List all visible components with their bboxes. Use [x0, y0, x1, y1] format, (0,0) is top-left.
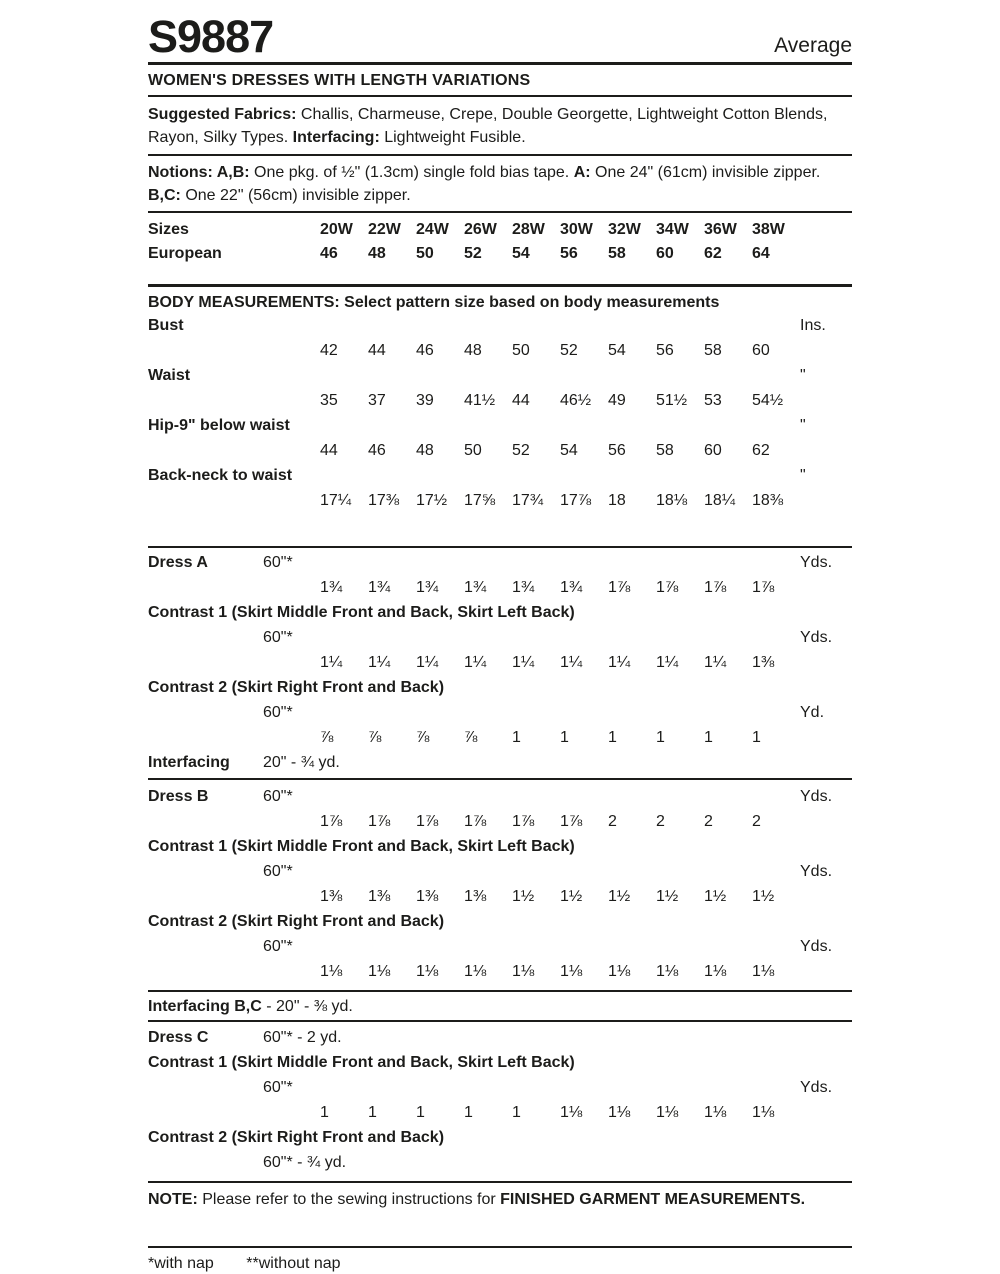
- value-cell: 1⅞: [608, 579, 631, 596]
- value-cell: 1⅜: [464, 888, 487, 905]
- value-cell: 1: [368, 1104, 377, 1121]
- divider: [148, 154, 852, 156]
- value-cell: 1⅞: [464, 813, 487, 830]
- value-cell: 1¼: [368, 654, 391, 671]
- sizes-table: [148, 218, 852, 266]
- notions-text-2: One 24" (61cm) invisible zipper.: [590, 164, 821, 181]
- value-cell: 39: [416, 392, 434, 409]
- value-cell: 2: [608, 813, 617, 830]
- row-label: Back-neck to waist: [148, 467, 293, 484]
- value-cell: 51½: [656, 392, 688, 409]
- value-cell: 1½: [704, 888, 727, 905]
- interfacing-label: Interfacing:: [292, 129, 380, 146]
- body-measurements-heading: BODY MEASUREMENTS: Select pattern size based on body measurements: [148, 294, 720, 311]
- unit-label: Yds.: [800, 1079, 833, 1096]
- value-cell: 17¾: [512, 492, 544, 509]
- value-cell: 1⅛: [608, 963, 631, 980]
- row-label: Dress A: [148, 554, 208, 571]
- fabrics-text: Challis, Charmeuse, Crepe, Double Georgette, Lightweight Cotton Blends, Rayon, Silky Types.: [148, 106, 828, 146]
- yardage-row: [148, 550, 852, 600]
- fabric-width: 60"*: [263, 554, 293, 571]
- value-cell: 32W: [608, 221, 641, 238]
- yardage-row: [148, 934, 852, 984]
- fabrics-label: Suggested Fabrics:: [148, 106, 297, 123]
- value-cell: 1⅞: [752, 579, 775, 596]
- value-cell: 1⅛: [704, 963, 727, 980]
- yardage-row: [148, 1075, 852, 1125]
- yardage-row: [148, 700, 852, 750]
- contrast-heading: Contrast 2 (Skirt Right Front and Back): [148, 679, 445, 696]
- notions-view-bc-label: B,C:: [148, 187, 181, 204]
- difficulty-rating: Average: [774, 34, 852, 57]
- notions-text-3: One 22" (56cm) invisible zipper.: [180, 187, 411, 204]
- value-cell: 1¼: [512, 654, 535, 671]
- value-cell: 1¾: [464, 579, 487, 596]
- value-cell: 56: [656, 342, 674, 359]
- value-cell: 2: [752, 813, 761, 830]
- dress-a-yardage: [148, 550, 852, 775]
- unit-label: Yd.: [800, 704, 825, 721]
- divider: [148, 778, 852, 780]
- divider: [148, 211, 852, 213]
- value-cell: 1½: [752, 888, 775, 905]
- value-cell: 1⅛: [704, 1104, 727, 1121]
- value-cell: 1: [560, 729, 569, 746]
- value-cell: 1¾: [320, 579, 343, 596]
- value-cell: 58: [656, 442, 674, 459]
- sizes-label: Sizes: [148, 221, 189, 238]
- value-cell: 1⅜: [320, 888, 343, 905]
- value-cell: 1¼: [560, 654, 583, 671]
- unit-label: ": [800, 367, 806, 384]
- notions-paragraph: [148, 161, 852, 207]
- fabric-width: 60"*: [263, 704, 293, 721]
- value-cell: 1⅛: [560, 963, 583, 980]
- value-cell: 2: [656, 813, 665, 830]
- value-cell: 1¾: [368, 579, 391, 596]
- value-cell: 1¾: [416, 579, 439, 596]
- unit-label: Ins.: [800, 317, 826, 334]
- fabric-width: 60"*: [263, 938, 293, 955]
- measurement-row-back-neck: [148, 463, 852, 513]
- pattern-number: S9887: [148, 11, 274, 62]
- value-cell: ⅞: [464, 729, 478, 746]
- yardage-row: [148, 1150, 852, 1175]
- value-cell: 52: [560, 342, 578, 359]
- note-paragraph: [148, 1189, 852, 1210]
- value-cell: 44: [320, 442, 338, 459]
- value-cell: 1½: [512, 888, 535, 905]
- value-cell: 54: [560, 442, 578, 459]
- value-cell: 48: [416, 442, 434, 459]
- unit-label: Yds.: [800, 788, 833, 805]
- unit-label: Yds.: [800, 554, 833, 571]
- note-text: Please refer to the sewing instructions for: [197, 1191, 501, 1208]
- value-cell: 56: [608, 442, 626, 459]
- value-cell: 28W: [512, 221, 545, 238]
- value-cell: 1½: [608, 888, 631, 905]
- row-label: Dress B: [148, 788, 209, 805]
- divider: [148, 95, 852, 97]
- value-cell: 53: [704, 392, 722, 409]
- unit-label: Yds.: [800, 938, 833, 955]
- value-cell: 1⅛: [656, 963, 679, 980]
- value-cell: 52: [464, 245, 482, 262]
- value-cell: 20W: [320, 221, 353, 238]
- unit-label: ": [800, 417, 806, 434]
- value-cell: 58: [608, 245, 626, 262]
- dress-c-yardage: [148, 1025, 852, 1175]
- value-cell: 1⅞: [320, 813, 343, 830]
- value-cell: 1½: [560, 888, 583, 905]
- value-cell: 42: [320, 342, 338, 359]
- value-cell: 1⅞: [560, 813, 583, 830]
- unit-label: Yds.: [800, 629, 833, 646]
- value-cell: 1⅛: [320, 963, 343, 980]
- value-cell: 62: [752, 442, 770, 459]
- value-cell: 17⅜: [368, 492, 400, 509]
- value-cell: 37: [368, 392, 386, 409]
- value-cell: 22W: [368, 221, 401, 238]
- value-cell: ⅞: [416, 729, 430, 746]
- value-cell: 30W: [560, 221, 593, 238]
- value-cell: 41½: [464, 392, 496, 409]
- value-cell: 1: [512, 729, 521, 746]
- value-cell: 17⅝: [464, 492, 496, 509]
- value-cell: 1⅛: [512, 963, 535, 980]
- value-cell: 1: [752, 729, 761, 746]
- value-cell: 46: [416, 342, 434, 359]
- value-cell: 1: [704, 729, 713, 746]
- value-cell: 50: [512, 342, 530, 359]
- value-cell: 46½: [560, 392, 592, 409]
- value-cell: 46: [368, 442, 386, 459]
- value-cell: 2: [704, 813, 713, 830]
- value-cell: 18⅜: [752, 492, 784, 509]
- divider: [148, 1181, 852, 1183]
- value-cell: 1¼: [656, 654, 679, 671]
- row-label: Interfacing: [148, 754, 230, 771]
- yardage-row: [148, 625, 852, 675]
- notions-text-1: One pkg. of ½" (1.3cm) single fold bias tape.: [249, 164, 574, 181]
- value-cell: 1: [464, 1104, 473, 1121]
- value-cell: 1⅛: [656, 1104, 679, 1121]
- yardage-row: [148, 784, 852, 834]
- pattern-title: WOMEN'S DRESSES WITH LENGTH VARIATIONS: [148, 72, 531, 89]
- value-cell: 1⅞: [656, 579, 679, 596]
- value-cell: 18⅛: [656, 492, 688, 509]
- measurement-row-waist: [148, 363, 852, 413]
- value-cell: 44: [512, 392, 530, 409]
- contrast-heading: Contrast 2 (Skirt Right Front and Back): [148, 1129, 445, 1146]
- value-cell: 48: [464, 342, 482, 359]
- yardage-row: [148, 1025, 852, 1050]
- value-cell: 1: [416, 1104, 425, 1121]
- fabric-width: 60"*: [263, 629, 293, 646]
- value-cell: 64: [752, 245, 770, 262]
- interfacing-bc-row: [148, 994, 852, 1019]
- value-cell: 1⅞: [416, 813, 439, 830]
- value-cell: 36W: [704, 221, 737, 238]
- divider: [148, 990, 852, 992]
- interfacing-yardage: 20" - ¾ yd.: [263, 754, 340, 771]
- value-cell: 48: [368, 245, 386, 262]
- without-nap-note: **without nap: [246, 1255, 341, 1272]
- value-cell: 1⅞: [512, 813, 535, 830]
- value-cell: 1½: [656, 888, 679, 905]
- value-cell: 1: [320, 1104, 329, 1121]
- measurement-row-bust: [148, 313, 852, 363]
- value-cell: 50: [464, 442, 482, 459]
- note-bold-text: FINISHED GARMENT MEASUREMENTS.: [500, 1191, 806, 1208]
- contrast-heading: Contrast 1 (Skirt Middle Front and Back, Skirt Left Back): [148, 838, 575, 855]
- value-cell: 60: [656, 245, 674, 262]
- dress-b-yardage: [148, 784, 852, 984]
- value-cell: 1⅞: [368, 813, 391, 830]
- value-cell: 1⅛: [608, 1104, 631, 1121]
- value-cell: 1¼: [464, 654, 487, 671]
- value-cell: 1⅞: [704, 579, 727, 596]
- value-cell: 46: [320, 245, 338, 262]
- value-cell: 1⅛: [416, 963, 439, 980]
- value-cell: 17⅞: [560, 492, 592, 509]
- contrast-heading: Contrast 1 (Skirt Middle Front and Back, Skirt Left Back): [148, 1054, 575, 1071]
- measurement-row-hip: [148, 413, 852, 463]
- sizes-row: [148, 218, 852, 242]
- divider: [148, 1020, 852, 1022]
- note-label: NOTE:: [148, 1191, 198, 1208]
- value-cell: 1¼: [608, 654, 631, 671]
- notions-view-a-label: A:: [573, 164, 591, 181]
- european-label: European: [148, 245, 222, 262]
- value-cell: 18: [608, 492, 626, 509]
- yardage-row: [148, 859, 852, 909]
- masthead: [148, 11, 852, 62]
- value-cell: 1⅛: [752, 1104, 775, 1121]
- value-cell: 1¼: [320, 654, 343, 671]
- value-cell: 54: [608, 342, 626, 359]
- interfacing-row: [148, 750, 852, 775]
- value-cell: 24W: [416, 221, 449, 238]
- value-cell: ⅞: [368, 729, 382, 746]
- row-label: Bust: [148, 317, 184, 334]
- contrast-heading: Contrast 2 (Skirt Right Front and Back): [148, 913, 445, 930]
- value-cell: ⅞: [320, 729, 334, 746]
- value-cell: 1: [608, 729, 617, 746]
- value-cell: 17½: [416, 492, 448, 509]
- interfacing-text: Lightweight Fusible.: [379, 129, 526, 146]
- value-cell: 52: [512, 442, 530, 459]
- value-cell: 1⅛: [368, 963, 391, 980]
- value-cell: 1⅛: [464, 963, 487, 980]
- value-cell: 1¼: [704, 654, 727, 671]
- yardage-text: 60"* - 2 yd.: [263, 1029, 342, 1046]
- value-cell: 62: [704, 245, 722, 262]
- value-cell: 38W: [752, 221, 785, 238]
- interfacing-yardage: - 20" - ⅜ yd.: [261, 998, 353, 1015]
- value-cell: 1⅛: [560, 1104, 583, 1121]
- value-cell: 26W: [464, 221, 497, 238]
- divider: [148, 546, 852, 548]
- value-cell: 1⅜: [368, 888, 391, 905]
- value-cell: 1: [512, 1104, 521, 1121]
- value-cell: 58: [704, 342, 722, 359]
- row-label: Interfacing B,C: [148, 998, 262, 1015]
- value-cell: 54½: [752, 392, 784, 409]
- value-cell: 18¼: [704, 492, 736, 509]
- row-label: Waist: [148, 367, 191, 384]
- value-cell: 1¼: [416, 654, 439, 671]
- value-cell: 60: [752, 342, 770, 359]
- divider: [148, 62, 852, 65]
- value-cell: 60: [704, 442, 722, 459]
- notions-label: Notions: A,B:: [148, 164, 250, 181]
- european-sizes-row: [148, 242, 852, 266]
- value-cell: 17¼: [320, 492, 352, 509]
- value-cell: 1⅜: [416, 888, 439, 905]
- row-label: Dress C: [148, 1029, 209, 1046]
- fabric-width: 60"*: [263, 863, 293, 880]
- value-cell: 44: [368, 342, 386, 359]
- value-cell: 1⅛: [752, 963, 775, 980]
- value-cell: 35: [320, 392, 338, 409]
- unit-label: Yds.: [800, 863, 833, 880]
- value-cell: 34W: [656, 221, 689, 238]
- value-cell: 1¾: [560, 579, 583, 596]
- unit-label: ": [800, 467, 806, 484]
- fabric-width: 60"*: [263, 788, 293, 805]
- value-cell: 49: [608, 392, 626, 409]
- value-cell: 1: [656, 729, 665, 746]
- value-cell: 54: [512, 245, 530, 262]
- value-cell: 1⅜: [752, 654, 775, 671]
- divider: [148, 1246, 852, 1248]
- row-label: Hip-9" below waist: [148, 417, 290, 434]
- fabric-width: 60"*: [263, 1079, 293, 1096]
- value-cell: 1¾: [512, 579, 535, 596]
- value-cell: 50: [416, 245, 434, 262]
- body-measurements-table: [148, 293, 852, 513]
- footnote: [148, 1254, 852, 1274]
- divider: [148, 284, 852, 287]
- value-cell: 56: [560, 245, 578, 262]
- contrast-heading: Contrast 1 (Skirt Middle Front and Back, Skirt Left Back): [148, 604, 575, 621]
- with-nap-note: *with nap: [148, 1255, 214, 1272]
- fabrics-paragraph: [148, 103, 852, 149]
- yardage-text: 60"* - ¾ yd.: [263, 1154, 347, 1171]
